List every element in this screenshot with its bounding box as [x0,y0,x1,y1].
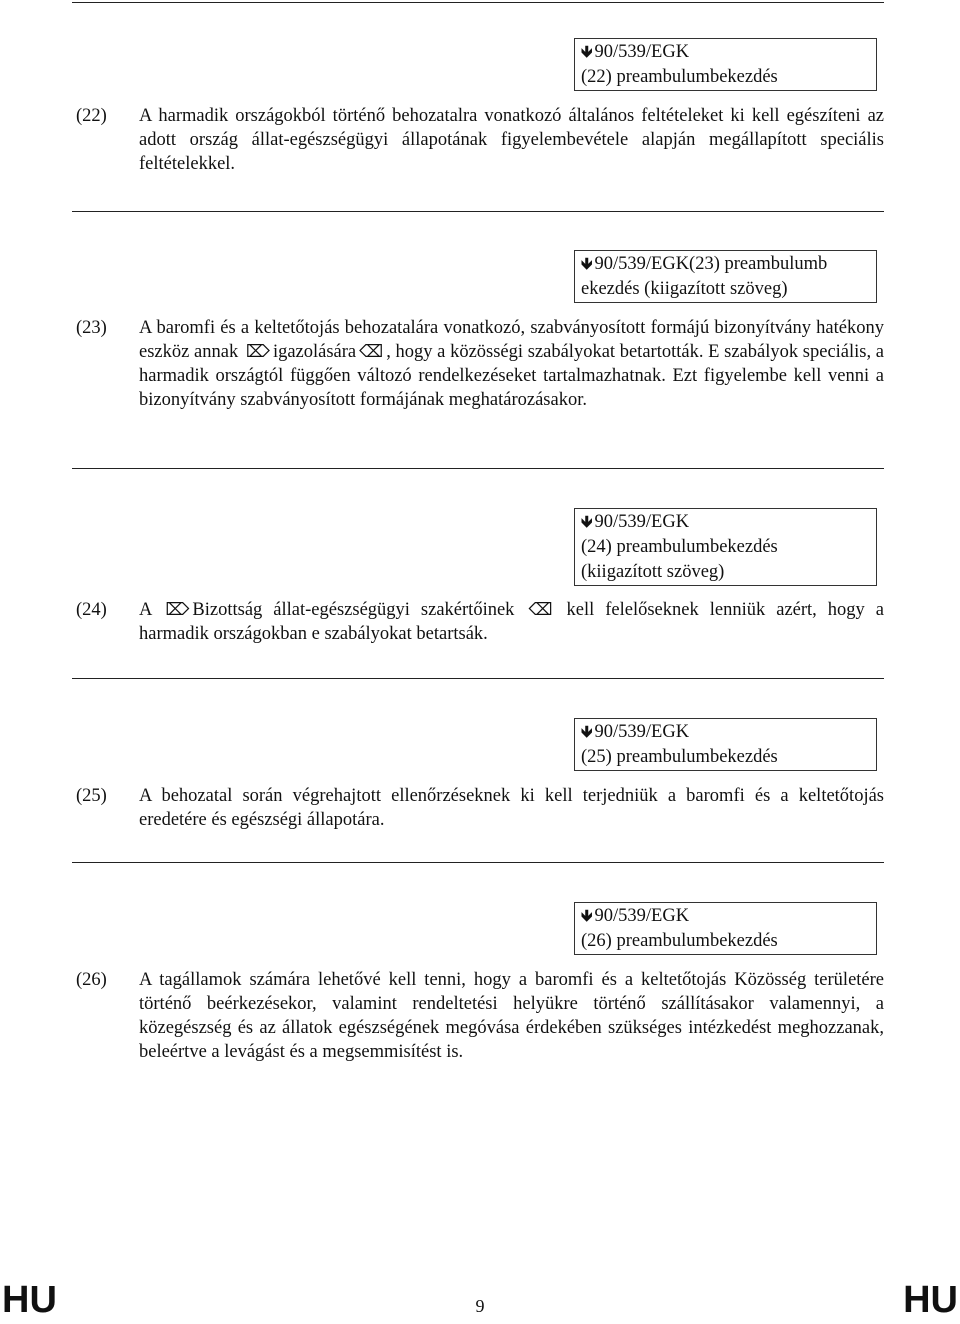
paragraph-text: A tagállamok számára lehetővé kell tenni, hogy a baromfi és a keltetőtojás Közösség területére történő beérkezésekor, valamint rendeltetési helyükre történő szállításakor valamennyi, a közegészség és az állatok egészségének megóvása érdekében szükséges intézkedést meghozzanak, beleértve a levágást és a megsemmisítést is. [139,970,884,1062]
paragraph-number: (25) [76,786,107,806]
language-code-right: HU [903,1279,958,1321]
reference-line: (24) preambulumbekezdés [581,537,778,557]
reference-line: 90/539/EGK [594,42,690,62]
arrow-down-icon: 🡻 [581,42,593,61]
paragraph-number: (23) [76,318,107,338]
separator-rule [72,678,884,679]
paragraph-text [139,316,884,412]
paragraph-number: (24) [76,600,107,620]
reference-line: 90/539/EGK [594,722,690,742]
paragraph-number: (22) [76,106,107,126]
arrow-down-icon: 🡻 [581,906,593,925]
reference-box-22 [574,38,877,91]
text-segment: kell felelőseknek lenniük azért, hogy a harmadik országokban e szabályokat betartsák. [139,600,885,644]
reference-line: (kiigazított szöveg) [581,562,725,582]
language-code-left: HU [2,1279,57,1321]
reference-line: 90/539/EGK(23) preambulumb [594,254,828,274]
paragraph-22 [76,104,884,176]
reference-box-23 [574,250,877,303]
text-segment: A baromfi és a keltetőtojás behozatalára vonatkozó, szabványosított formájú bizonyítvány hatékony eszköz annak [139,318,884,362]
paragraph-text [139,598,884,646]
reference-line: 90/539/EGK [594,512,690,532]
reference-line: ekezdés (kiigazított szöveg) [581,279,788,299]
reference-line: (25) preambulumbekezdés [581,747,778,767]
reference-box-26 [574,902,877,955]
reference-line: (22) preambulumbekezdés [581,67,778,87]
paragraph-text: A behozatal során végrehajtott ellenőrzéseknek ki kell terjedniük a baromfi és a keltetőtojás eredetére és egészségi állapotára. [139,786,884,830]
inserted-text: Bizottság állat-egészségügyi szakértőinek [192,600,515,620]
arrow-down-icon: 🡻 [581,254,593,273]
paragraph-23 [76,316,884,412]
arrow-down-icon: 🡻 [581,722,593,741]
text-segment: A [139,600,152,620]
paragraph-number: (26) [76,970,107,990]
paragraph-26 [76,968,884,1064]
separator-rule [72,468,884,469]
separator-rule [72,211,884,212]
insert-start-icon: ⌦ [245,342,270,362]
reference-line: (26) preambulumbekezdés [581,931,778,951]
top-rule [72,2,884,3]
inserted-text: igazolására [272,342,357,362]
insert-end-icon: ⌫ [359,342,384,362]
paragraph-25 [76,784,884,832]
arrow-down-icon: 🡻 [581,512,593,531]
reference-box-24 [574,508,877,586]
text-segment: , hogy a közösségi szabályokat betartották. E szabályok speciális, a harmadik országtól függően változó rendelkezéseket tartalmazhatnak. Ezt figyelembe kell venni a bizonyítvány szabványosított formájának meghatározásakor. [139,342,884,410]
reference-box-25 [574,718,877,771]
separator-rule [72,862,884,863]
reference-line: 90/539/EGK [594,906,690,926]
insert-end-icon: ⌫ [528,600,553,620]
paragraph-24 [76,598,884,646]
insert-start-icon: ⌦ [165,600,190,620]
paragraph-text: A harmadik országokból történő behozatalra vonatkozó általános feltételeket ki kell egészíteni az adott ország állat-egészségügyi állapotának figyelembevétele alapján megállapított speciális feltételekkel. [139,106,884,174]
page-number: 9 [475,1296,485,1316]
